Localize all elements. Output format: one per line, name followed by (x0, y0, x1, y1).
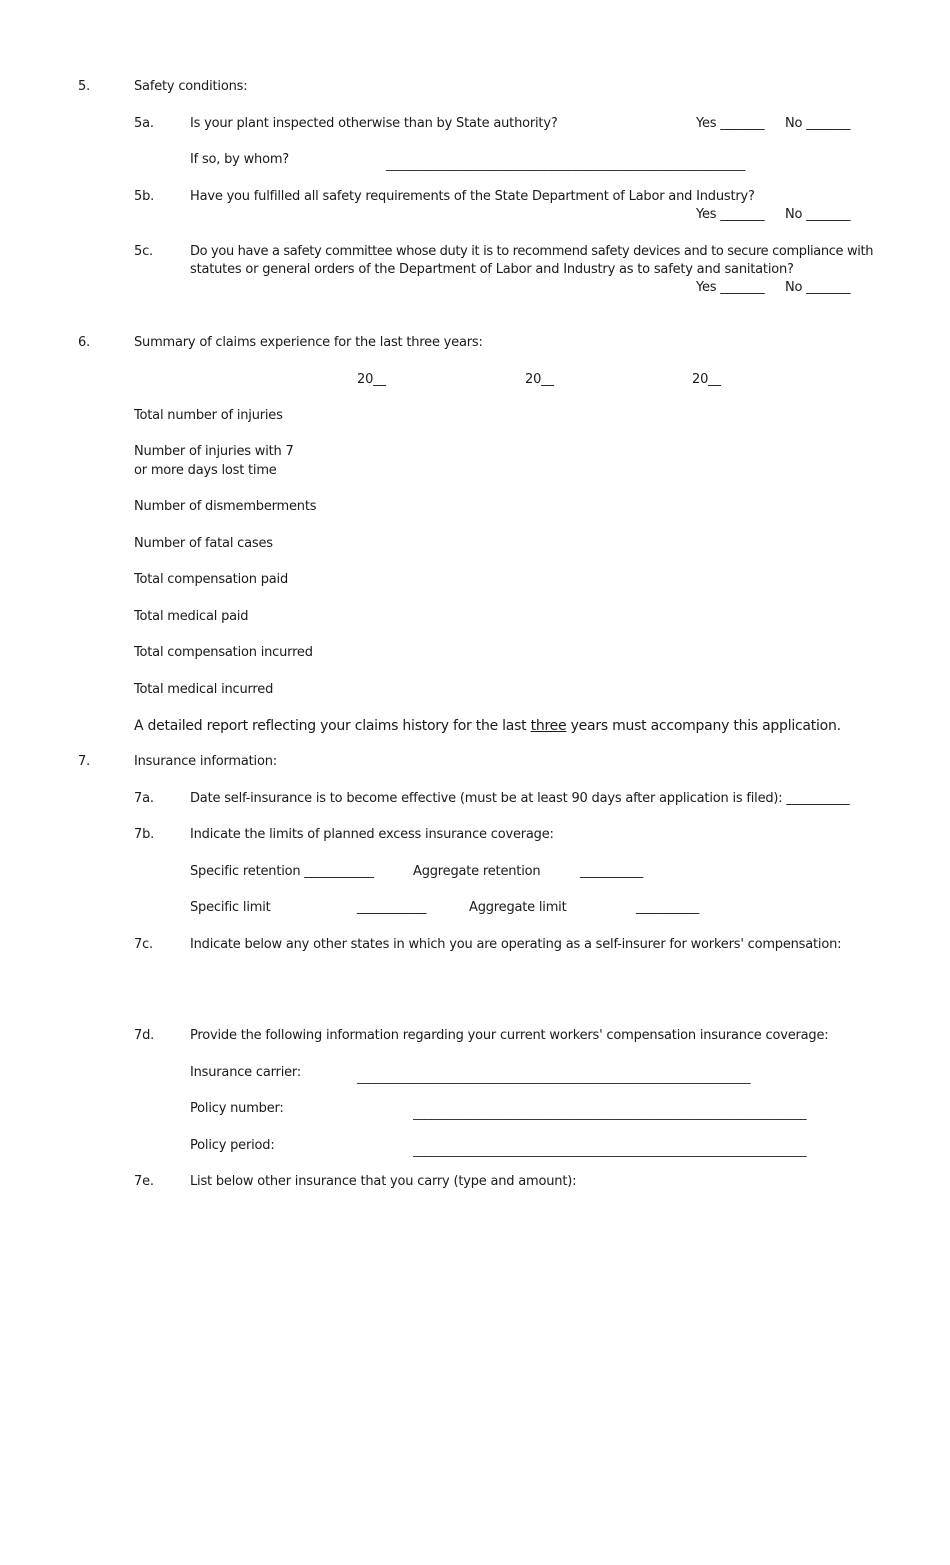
policy-period-field[interactable]: _____________________________________________________________________ (413, 1143, 807, 1157)
insurance-carrier-field[interactable]: _____________________________________________________________________ (357, 1070, 751, 1084)
item-5c-question-line2: statutes or general orders of the Department of Labor and Industry as to safety and sanitation? (190, 262, 794, 277)
item-7b-number: 7b. (134, 827, 155, 842)
row-fatal-cases: Number of fatal cases (134, 536, 273, 551)
item-5b-number: 5b. (134, 189, 155, 204)
item-7c-question: Indicate below any other states in which you are operating as a self-insurer for workers' compensation: (190, 937, 842, 952)
item-7e-number: 7e. (134, 1174, 154, 1189)
row-total-medical-incurred: Total medical incurred (134, 682, 274, 697)
item-7b-question: Indicate the limits of planned excess insurance coverage: (190, 827, 554, 842)
row-injuries-7-days-line1: Number of injuries with 7 (134, 444, 294, 459)
item-5b-question: Have you fulfilled all safety requirements of the State Department of Labor and Industry? (190, 189, 755, 204)
section-6-title: Summary of claims experience for the last three years: (134, 335, 483, 350)
item-7d-question: Provide the following information regarding your current workers' compensation insurance coverage: (190, 1028, 829, 1043)
policy-number-label: Policy number: (190, 1101, 284, 1116)
item-5c-no-field[interactable]: No _______ (785, 280, 851, 295)
policy-number-field[interactable]: _____________________________________________________________________ (413, 1106, 807, 1120)
row-total-injuries: Total number of injuries (134, 408, 283, 423)
row-total-medical-paid: Total medical paid (134, 609, 249, 624)
claims-note-underlined: three (530, 718, 567, 734)
item-5a-inspector-label: If so, by whom? (190, 152, 290, 167)
claims-note-text-post: years must accompany this application. (566, 718, 841, 734)
row-dismemberments: Number of dismemberments (134, 499, 317, 514)
item-7a-number: 7a. (134, 791, 154, 806)
aggregate-retention-label: Aggregate retention (413, 864, 541, 879)
item-7a-question[interactable]: Date self-insurance is to become effective (must be at least 90 days after application is filed): __________ (190, 791, 850, 806)
year-column-2[interactable]: 20__ (525, 372, 554, 387)
item-5c-question-line1: Do you have a safety committee whose duty it is to recommend safety devices and to secure compliance with (190, 244, 874, 259)
section-7-number: 7. (78, 754, 91, 769)
item-7e-question: List below other insurance that you carry (type and amount): (190, 1174, 577, 1189)
item-5c-yes-field[interactable]: Yes _______ (696, 280, 765, 295)
section-6-number: 6. (78, 335, 91, 350)
item-7d-number: 7d. (134, 1028, 155, 1043)
policy-period-label: Policy period: (190, 1138, 275, 1153)
item-5a-number: 5a. (134, 116, 154, 131)
row-total-compensation-paid: Total compensation paid (134, 572, 289, 587)
claims-note-text-pre: A detailed report reflecting your claims history for the last (134, 718, 531, 734)
section-5-number: 5. (78, 79, 91, 94)
aggregate-retention-field[interactable]: __________ (580, 864, 644, 879)
specific-limit-field[interactable]: ___________ (357, 900, 427, 915)
item-5b-yes-field[interactable]: Yes _______ (696, 207, 765, 222)
aggregate-limit-field[interactable]: __________ (636, 900, 700, 915)
item-7c-number: 7c. (134, 937, 153, 952)
item-5b-no-field[interactable]: No _______ (785, 207, 851, 222)
claims-report-note (134, 717, 841, 735)
aggregate-limit-label: Aggregate limit (469, 900, 567, 915)
item-5a-yes-field[interactable]: Yes _______ (696, 116, 765, 131)
year-column-3[interactable]: 20__ (692, 372, 721, 387)
item-5a-no-field[interactable]: No _______ (785, 116, 851, 131)
item-5a-inspector-field[interactable]: _______________________________________________________________ (386, 157, 746, 171)
row-total-compensation-incurred: Total compensation incurred (134, 645, 313, 660)
year-column-1[interactable]: 20__ (357, 372, 386, 387)
item-5c-number: 5c. (134, 244, 153, 259)
section-5-title: Safety conditions: (134, 79, 248, 94)
specific-retention-field[interactable]: Specific retention ___________ (190, 864, 374, 879)
specific-limit-label: Specific limit (190, 900, 271, 915)
item-5a-question: Is your plant inspected otherwise than by State authority? (190, 116, 558, 131)
insurance-carrier-label: Insurance carrier: (190, 1065, 301, 1080)
section-7-title: Insurance information: (134, 754, 277, 769)
row-injuries-7-days-line2: or more days lost time (134, 463, 277, 478)
